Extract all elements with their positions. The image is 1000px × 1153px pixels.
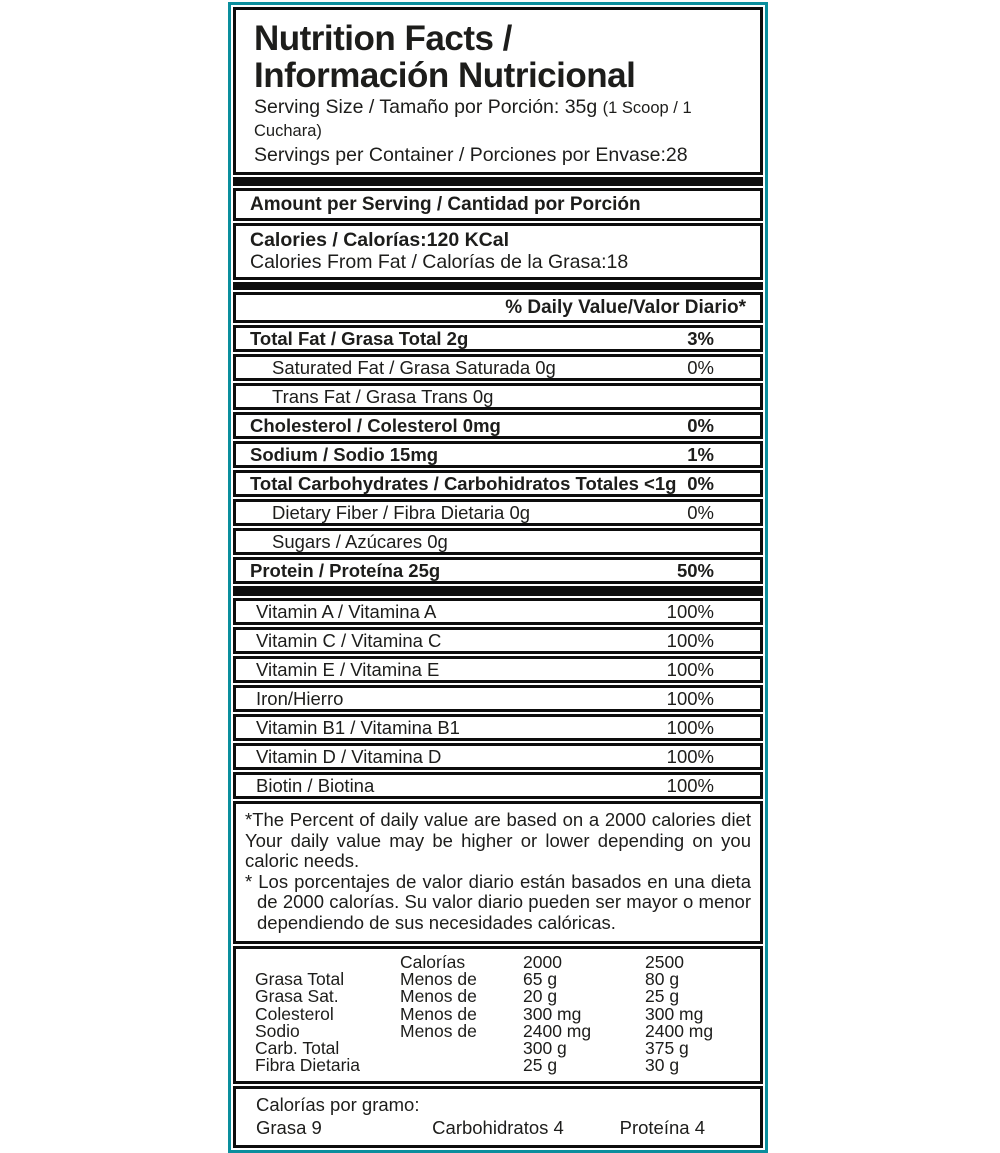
- section-separator-bar: [233, 177, 763, 186]
- nutrient-row-protein: [233, 557, 763, 584]
- nutrient-row-saturated-fat: [233, 354, 763, 381]
- nutrient-row-total-fat: [233, 325, 763, 352]
- vitamin-dv: 100%: [666, 746, 714, 767]
- vitamin-dv: 100%: [666, 717, 714, 738]
- daily-value-header: % Daily Value/Valor Diario*: [233, 292, 763, 323]
- label-header: [233, 7, 763, 175]
- table-header-cell: 2500: [645, 952, 684, 972]
- nutrient-row-sodium: [233, 441, 763, 468]
- table-cell: Menos de: [400, 969, 477, 990]
- nutrient-dv: 1%: [687, 444, 714, 465]
- nutrient-dv: 0%: [687, 502, 714, 523]
- calories-per-gram-row: [236, 1117, 760, 1138]
- nutrient-label: Cholesterol / Colesterol 0mg: [250, 415, 501, 436]
- serving-size-text: Serving Size / Tamaño por Porción: 35g: [254, 96, 598, 118]
- section-separator-bar: [233, 282, 763, 290]
- vitamin-dv: 100%: [666, 630, 714, 651]
- nutrient-dv: 0%: [687, 415, 714, 436]
- vitamin-label: Vitamin C / Vitamina C: [256, 630, 442, 651]
- vitamin-row-biotin: [233, 772, 763, 799]
- table-cell: 300 g: [523, 1038, 567, 1059]
- footnote-spanish: * Los porcentajes de valor diario están basados en una dieta de 2000 calorías. Su valor diario pueden ser mayor o menor dependiendo de sus necesidades calóricas.: [245, 870, 751, 933]
- label-title-line2: Información Nutricional: [254, 56, 636, 95]
- vitamin-row-a: [233, 598, 763, 625]
- table-cell: 2400 mg: [523, 1020, 592, 1041]
- vitamin-dv: 100%: [666, 775, 714, 796]
- nutrient-dv: 50%: [676, 560, 714, 581]
- table-cell: 25 g: [523, 1055, 558, 1076]
- label-title-line1: Nutrition Facts /: [254, 19, 512, 58]
- section-separator-bar: [233, 586, 763, 596]
- vitamin-dv: 100%: [666, 601, 714, 622]
- table-cell: 300 mg: [645, 1003, 704, 1024]
- vitamin-dv: 100%: [666, 688, 714, 709]
- table-cell: 20 g: [523, 986, 558, 1007]
- nutrient-row-dietary-fiber: [233, 499, 763, 526]
- table-cell: 25 g: [645, 986, 680, 1007]
- table-cell: Colesterol: [255, 1003, 334, 1024]
- vitamin-label: Biotin / Biotina: [256, 775, 375, 796]
- nutrient-label: Dietary Fiber / Fibra Dietaria 0g: [272, 502, 531, 523]
- table-header-cell: Calorías: [400, 952, 466, 972]
- table-cell: 300 mg: [523, 1003, 582, 1024]
- vitamin-label: Vitamin E / Vitamina E: [256, 659, 440, 680]
- calories-per-gram-fat: Grasa 9: [256, 1117, 322, 1139]
- nutrient-label: Total Carbohydrates / Carbohidratos Totales <1g: [250, 473, 677, 494]
- footnote-english: *The Percent of daily value are based on a 2000 calories diet Your daily value may be higher or lower depending on you caloric needs.: [245, 809, 751, 871]
- calories-per-gram-box: [233, 1086, 763, 1148]
- table-cell: 2400 mg: [645, 1020, 714, 1041]
- table-cell: 65 g: [523, 969, 558, 990]
- calories-per-gram-title: Calorías por gramo:: [256, 1094, 420, 1116]
- nutrient-row-trans-fat: [233, 383, 763, 410]
- table-cell: Grasa Sat.: [255, 986, 339, 1007]
- reference-table: [255, 954, 760, 1074]
- nutrient-row-total-carbohydrates: [233, 470, 763, 497]
- table-cell: 375 g: [645, 1038, 689, 1059]
- nutrient-row-cholesterol: [233, 412, 763, 439]
- table-cell: Carb. Total: [255, 1038, 340, 1059]
- table-cell: [400, 1057, 523, 1074]
- vitamin-row-d: [233, 743, 763, 770]
- table-cell: Sodio: [255, 1020, 300, 1041]
- calories-per-gram-carbs: Carbohidratos 4: [432, 1117, 564, 1139]
- table-cell: [400, 1040, 523, 1057]
- servings-per-container: Servings per Container / Porciones por Envase:28: [254, 144, 688, 166]
- vitamin-label: Vitamin A / Vitamina A: [256, 601, 437, 622]
- vitamin-row-b1: [233, 714, 763, 741]
- table-cell: 30 g: [645, 1055, 680, 1076]
- footnote-box: [233, 801, 763, 944]
- nutrient-label: Trans Fat / Grasa Trans 0g: [272, 386, 494, 407]
- vitamin-row-iron: [233, 685, 763, 712]
- nutrient-label: Total Fat / Grasa Total 2g: [250, 328, 469, 349]
- vitamin-row-c: [233, 627, 763, 654]
- nutrient-label: Protein / Proteína 25g: [250, 560, 441, 581]
- serving-size-line: [254, 96, 748, 142]
- calories-from-fat: Calories From Fat / Calorías de la Grasa:18: [250, 251, 629, 273]
- vitamin-label: Vitamin B1 / Vitamina B1: [256, 717, 460, 738]
- vitamin-label: Iron/Hierro: [256, 688, 344, 709]
- table-cell: Menos de: [400, 1003, 477, 1024]
- nutrient-dv: 0%: [687, 357, 714, 378]
- nutrient-dv: 3%: [687, 328, 714, 349]
- table-cell: Menos de: [400, 1020, 477, 1041]
- nutrition-facts-label: [228, 2, 768, 1153]
- table-header-cell: 2000: [523, 952, 562, 972]
- table-cell: Fibra Dietaria: [255, 1055, 361, 1076]
- serving-size-note: (1 Scoop / 1 Cuchara): [254, 99, 692, 140]
- vitamin-label: Vitamin D / Vitamina D: [256, 746, 442, 767]
- nutrient-dv: 0%: [687, 473, 714, 494]
- calories-value: Calories / Calorías:120 KCal: [250, 229, 510, 251]
- calories-box: [233, 223, 763, 280]
- table-cell: Menos de: [400, 986, 477, 1007]
- table-cell: 80 g: [645, 969, 680, 990]
- nutrient-row-sugars: [233, 528, 763, 555]
- nutrient-label: Saturated Fat / Grasa Saturada 0g: [272, 357, 556, 378]
- nutrient-label: Sugars / Azúcares 0g: [272, 531, 448, 552]
- reference-table-box: [233, 946, 763, 1084]
- nutrient-label: Sodium / Sodio 15mg: [250, 444, 439, 465]
- vitamin-dv: 100%: [666, 659, 714, 680]
- calories-per-gram-protein: Proteína 4: [619, 1117, 705, 1139]
- table-cell: Grasa Total: [255, 969, 345, 990]
- vitamin-row-e: [233, 656, 763, 683]
- amount-per-serving: Amount per Serving / Cantidad por Porción: [233, 188, 763, 221]
